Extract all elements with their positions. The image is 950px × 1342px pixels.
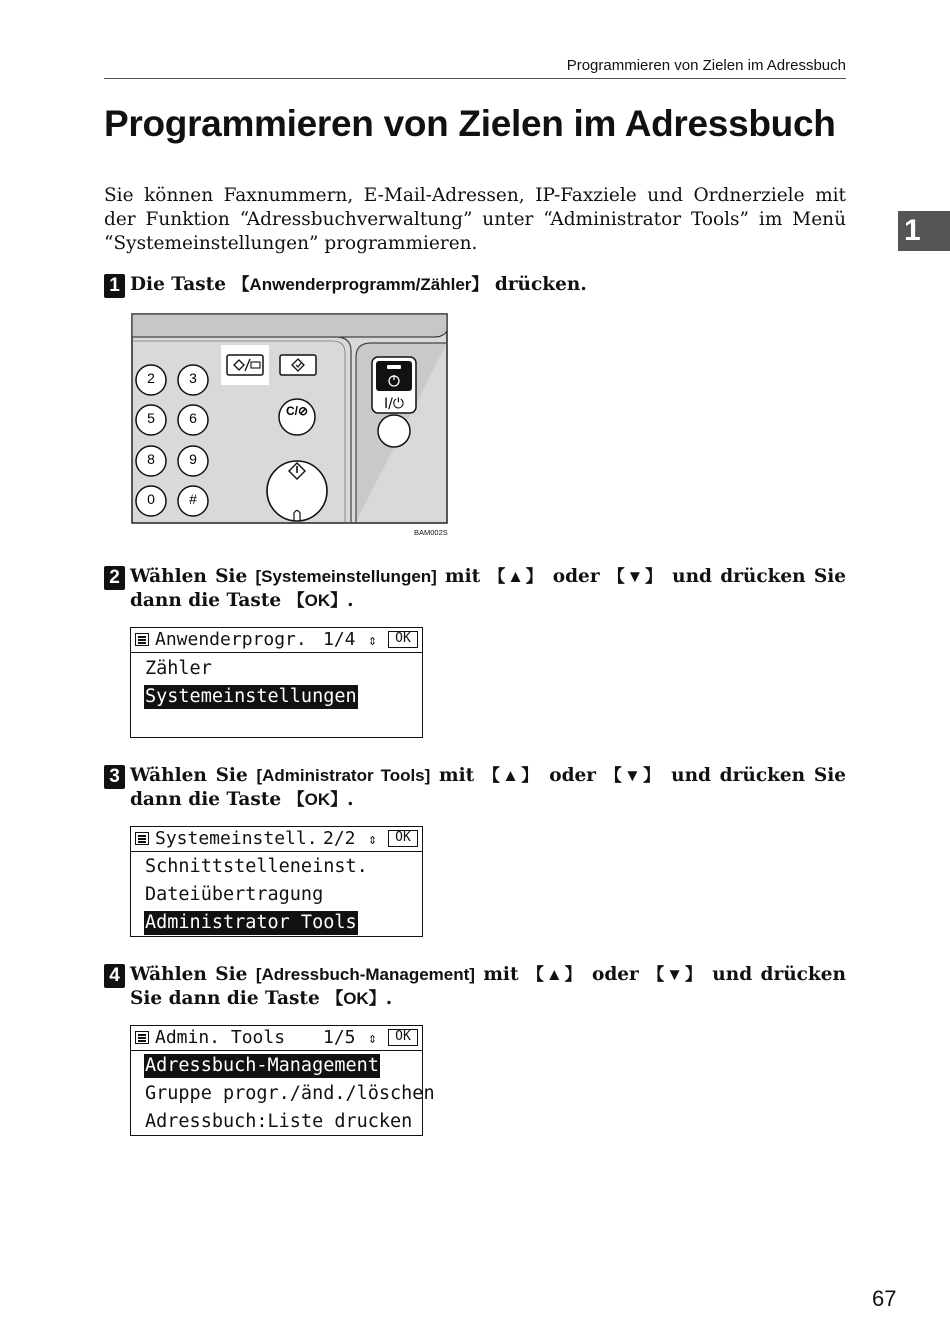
step-text: Die Taste 【Anwenderprogramm/Zähler】 drücken.: [130, 274, 587, 295]
step-3: [104, 764, 846, 812]
lcd-page-indicator: 1/4: [323, 629, 356, 650]
lcd-header: Systemeinstell. 2/2 ⇕ OK: [131, 827, 422, 852]
key-2: [136, 365, 166, 395]
page-title: Programmieren von Zielen im Adressbuch: [104, 103, 836, 144]
energy-saver-icon: [372, 357, 416, 413]
lcd-screen-system-settings: [130, 826, 423, 937]
lcd-page-indicator: 1/5: [323, 1027, 356, 1048]
lcd-page-indicator: 2/2: [323, 828, 356, 849]
key-hash: [178, 486, 208, 516]
lcd-line-selected: Adressbuch-Management: [145, 1055, 379, 1076]
step-number: 2: [104, 566, 125, 590]
key-9: [178, 446, 208, 476]
lcd-header: Anwenderprogr. 1/4 ⇕ OK: [131, 628, 422, 653]
menu-icon: [135, 633, 149, 646]
step-text: Wählen Sie [Administrator Tools] mit 【▲】 oder 【▼】 und drücken Sie dann die Taste 【OK】.: [130, 765, 846, 810]
lcd-line-selected: Administrator Tools: [145, 912, 357, 933]
lcd-line: Dateiübertragung: [145, 884, 324, 905]
step-2: [104, 565, 846, 613]
page-number: 67: [872, 1286, 897, 1311]
step-number: 1: [104, 274, 125, 298]
step-text: Wählen Sie [Adressbuch-Management] mit 【▲】 oder 【▼】 und drücken Sie dann die Taste 【OK】.: [130, 964, 846, 1009]
step-number: 3: [104, 765, 125, 789]
chapter-tab: 1: [898, 211, 950, 251]
menu-icon: [135, 832, 149, 845]
running-header: [104, 56, 846, 79]
key-0: [136, 486, 166, 516]
clear-stop-key: [279, 399, 315, 435]
svg-text:0: 0: [147, 491, 155, 507]
svg-text:5: 5: [147, 410, 155, 426]
ok-icon: OK: [388, 830, 418, 847]
step-number: 4: [104, 964, 125, 988]
up-down-arrows-icon: ⇕: [368, 631, 378, 649]
lcd-screen-admin-tools: [130, 1025, 435, 1136]
up-down-arrows-icon: ⇕: [368, 1029, 378, 1047]
figure-code: BAM002S: [414, 528, 448, 537]
lcd-line: Gruppe progr./änd./löschen: [145, 1083, 435, 1104]
lcd-header: Admin. Tools 1/5 ⇕ OK: [131, 1026, 422, 1051]
up-down-arrows-icon: ⇕: [368, 830, 378, 848]
svg-text:9: 9: [189, 451, 197, 467]
lcd-screen-user-tools: [130, 627, 423, 738]
step-4: [104, 963, 846, 1011]
svg-text:#: #: [189, 491, 197, 507]
step-1: [104, 273, 846, 297]
ok-icon: OK: [388, 1029, 418, 1046]
lcd-line: Zähler: [145, 658, 212, 679]
step-text: Wählen Sie [Systemeinstellungen] mit 【▲】 oder 【▼】 und drücken Sie dann die Taste 【OK】.: [130, 566, 847, 611]
svg-text:I/⏻: I/⏻: [384, 396, 404, 412]
main-power-key: [378, 415, 410, 447]
lcd-line: Adressbuch:Liste drucken: [145, 1111, 413, 1132]
lcd-line-selected: Systemeinstellungen: [145, 686, 357, 707]
svg-text:2: 2: [147, 370, 155, 386]
key-5: [136, 405, 166, 435]
key-6: [178, 405, 208, 435]
intro-paragraph: Sie können Faxnummern, E-Mail-Adressen, IP-Faxziele und Ordnerziele mit der Funktion “Adressbuchverwaltung” unter “Administrator Tools” im Menü “Systemeinstellungen” programmieren.: [104, 185, 846, 254]
ok-icon: OK: [388, 631, 418, 648]
user-tools-key-label: 【Anwenderprogramm/Zähler】: [232, 275, 489, 294]
start-key-icon: [267, 461, 327, 521]
menu-icon: [135, 1031, 149, 1044]
key-3: [178, 365, 208, 395]
svg-text:8: 8: [147, 451, 155, 467]
user-tools-counter-key-icon: [221, 345, 269, 385]
control-panel-illustration: [131, 313, 448, 524]
svg-text:6: 6: [189, 410, 197, 426]
check-modes-key-icon: [280, 355, 316, 375]
svg-text:3: 3: [189, 370, 197, 386]
lcd-line: Schnittstelleneinst.: [145, 856, 368, 877]
running-header-title: Programmieren von Zielen im Adressbuch: [566, 57, 846, 74]
svg-text:C/⊘: C/⊘: [285, 404, 309, 418]
key-8: [136, 446, 166, 476]
